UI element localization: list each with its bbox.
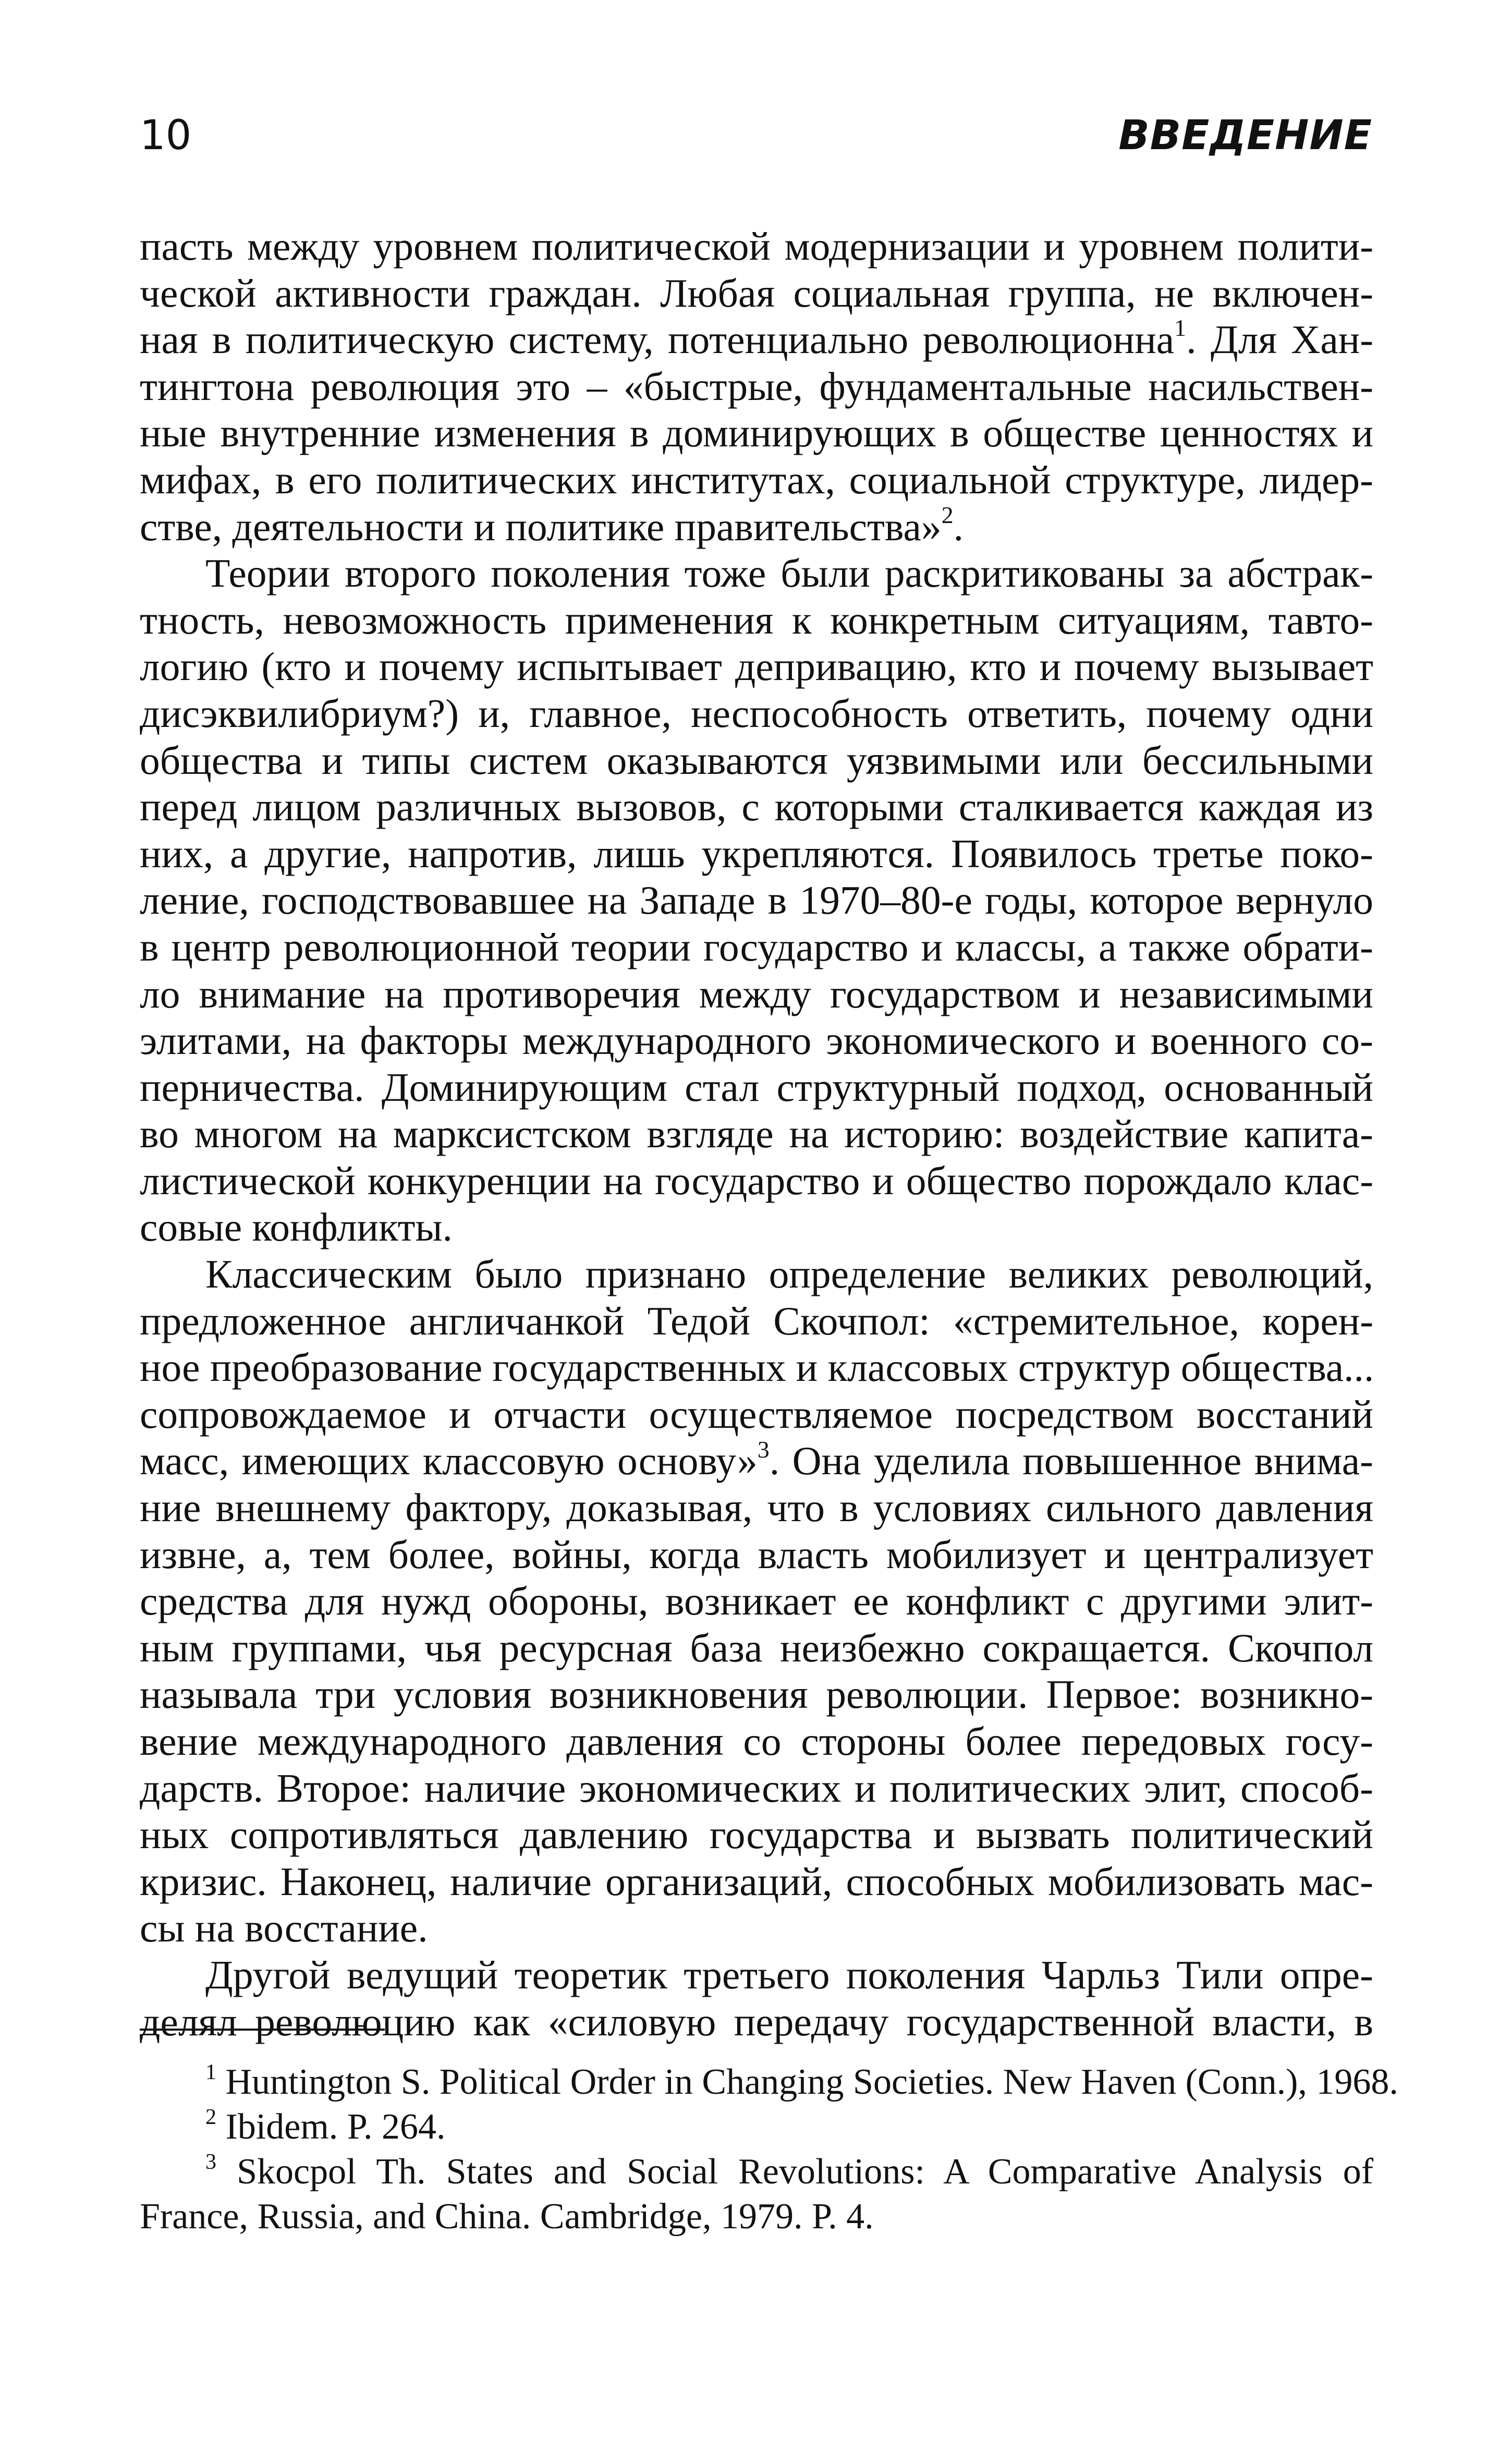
text-line: ческой активности граждан. Любая социальная группа, не включен- <box>140 270 1373 315</box>
text-line: ные внутренние изменения в доминирующих в обществе ценностях и <box>140 410 1373 456</box>
text-segment: . <box>953 504 964 549</box>
text-line: ление, господствовавшее на Западе в 1970–80-е годы, которое вернуло <box>140 878 1373 923</box>
text-line: сопровождаемое и отчасти осуществляемое посредством восстаний <box>140 1391 1373 1437</box>
text-line: вение международного давления со стороны более передовых госу- <box>140 1719 1373 1764</box>
footnotes <box>140 2060 1398 2239</box>
text-segment: ная в политическую систему, потенциально революционна <box>140 317 1175 362</box>
footnote-ref: 1 <box>1174 314 1187 342</box>
text-line: Классическим было признано определение великих революций, <box>205 1252 1373 1297</box>
text-segment: . Она уделила повышенное внима- <box>769 1438 1373 1484</box>
text-line: них, а другие, напротив, лишь укрепляются. Появилось третье поко- <box>140 831 1373 876</box>
text-line <box>140 314 1374 363</box>
footnote-mark: 1 <box>205 2060 216 2084</box>
text-line <box>140 1438 1373 1485</box>
text-line: мифах, в его политических институтах, социальной структуре, лидер- <box>140 457 1373 502</box>
text-line: листической конкуренции на государство и общество порождало клас- <box>140 1158 1373 1203</box>
text-line: логию (кто и почему испытывает депривацию, кто и почему вызывает <box>140 644 1373 689</box>
running-head <box>140 107 1372 169</box>
footnote-ref: 2 <box>941 501 954 528</box>
text-line: Теории второго поколения тоже были раскритикованы за абстрак- <box>205 551 1373 596</box>
text-line: во многом на марксистском взгляде на историю: воздействие капита- <box>140 1111 1373 1157</box>
footnote-text: Huntington S. Political Order in Changing Societies. New Haven (Conn.), 1968. <box>225 2062 1398 2102</box>
text-line <box>140 501 1373 551</box>
text-line: кризис. Наконец, наличие организаций, способных мобилизовать мас- <box>140 1859 1373 1904</box>
text-line: дисэквилибриум?) и, главное, неспособность ответить, почему одни <box>140 690 1373 736</box>
text-line: называла три условия возникновения революции. Первое: возникно- <box>140 1672 1373 1717</box>
text-line: сы на восстание. <box>140 1905 428 1951</box>
text-line: делял революцию как «силовую передачу государственной власти, в <box>140 1999 1373 2044</box>
text-line: элитами, на факторы международного экономического и военного со- <box>140 1018 1373 1063</box>
footnote-1 <box>140 2060 1398 2105</box>
footnote-3 <box>140 2150 1373 2194</box>
footnote-ref: 3 <box>757 1436 770 1463</box>
footnote-text: Skocpol Th. States and Social Revolutions: A Comparative Analysis of <box>237 2152 1374 2192</box>
text-line: совые конфликты. <box>140 1205 453 1250</box>
page-number: 10 <box>140 112 192 159</box>
text-segment: стве, деятельности и политике правительства» <box>140 504 942 549</box>
footnote-separator <box>140 2029 385 2031</box>
main-text <box>140 223 1373 2045</box>
text-line: ных сопротивляться давлению государства и вызвать политический <box>140 1812 1373 1858</box>
text-line: перничества. Доминирующим стал структурный подход, основанный <box>140 1064 1373 1110</box>
text-line: в центр революционной теории государство и классы, а также обрати- <box>140 924 1373 969</box>
text-line: дарств. Второе: наличие экономических и политических элит, способ- <box>140 1765 1373 1811</box>
text-line: перед лицом различных вызовов, с которыми сталкивается каждая из <box>140 784 1373 830</box>
text-line: извне, а, тем более, войны, когда власть мобилизует и централизует <box>140 1532 1373 1577</box>
footnote-text: Ibidem. P. 264. <box>225 2107 446 2147</box>
footnote-mark: 3 <box>205 2150 216 2174</box>
footnote-mark: 2 <box>205 2105 216 2129</box>
text-line: Другой ведущий теоретик третьего поколения Чарльз Тили опре- <box>205 1952 1373 1997</box>
text-line: ным группами, чья ресурсная база неизбежно сокращается. Скочпол <box>140 1625 1373 1670</box>
text-line: пасть между уровнем политической модернизации и уровнем полити- <box>140 224 1373 269</box>
footnote-3-continued: France, Russia, and China. Cambridge, 1979. P. 4. <box>140 2196 874 2237</box>
text-line: ло внимание на противоречия между государством и независимыми <box>140 971 1373 1016</box>
footnote-2 <box>140 2105 1373 2150</box>
text-line: тингтона революция это – «быстрые, фундаментальные насильствен- <box>140 363 1373 409</box>
section-title: ВВЕДЕНИЕ <box>1118 112 1372 159</box>
text-segment: масс, имеющих классовую основу» <box>140 1438 758 1484</box>
text-segment: . Для Хан- <box>1186 317 1374 362</box>
text-line: средства для нужд обороны, возникает ее конфликт с другими элит- <box>140 1579 1373 1624</box>
text-line: ное преобразование государственных и классовых структур общества... <box>140 1345 1374 1390</box>
text-line: предложенное англичанкой Тедой Скочпол: «стремительное, корен- <box>140 1298 1373 1343</box>
text-line: тность, невозможность применения к конкретным ситуациям, тавто- <box>140 597 1373 642</box>
text-line: общества и типы систем оказываются уязвимыми или бессильными <box>140 737 1373 783</box>
text-line: ние внешнему фактору, доказывая, что в условиях сильного давления <box>140 1485 1373 1531</box>
